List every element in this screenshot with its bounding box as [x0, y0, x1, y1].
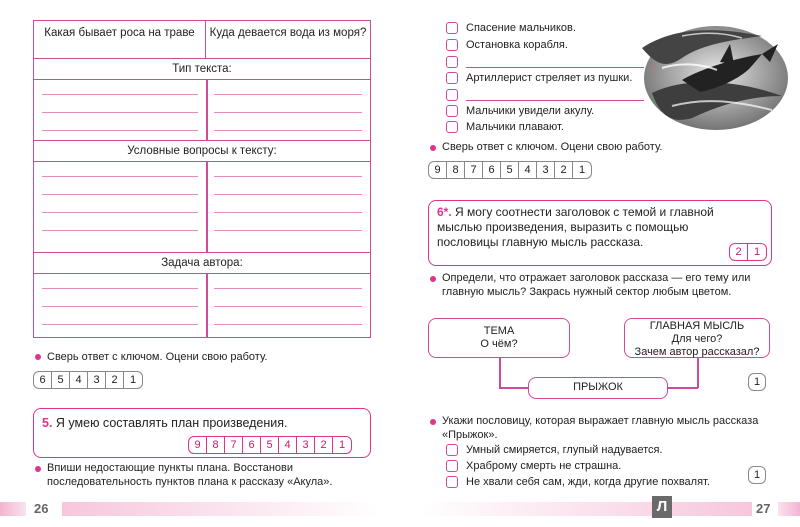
proverb-checkbox[interactable]	[446, 444, 458, 456]
score-cell[interactable]: 2	[106, 372, 124, 388]
table-section-author-task	[34, 253, 370, 337]
score-cell[interactable]: 3	[297, 437, 315, 453]
plan-item-checkbox[interactable]	[446, 72, 458, 84]
plan-item-checkbox[interactable]	[446, 22, 458, 34]
writing-line[interactable]	[42, 230, 198, 231]
task5-description: Я умею составлять план произведения.	[55, 416, 288, 430]
score-cell[interactable]: 2	[315, 437, 333, 453]
column-divider	[206, 274, 208, 337]
plan-item: Мальчики увидели акулу.	[466, 105, 595, 117]
plan-item-checkbox[interactable]	[446, 39, 458, 51]
score-cell[interactable]: 6	[243, 437, 261, 453]
page-strip	[420, 502, 752, 516]
table-section-questions	[34, 141, 370, 253]
plan-item-checkbox[interactable]	[446, 121, 458, 133]
analysis-table	[33, 20, 371, 338]
score-cell[interactable]: 3	[88, 372, 106, 388]
connector-line	[697, 358, 699, 388]
task5-text	[42, 415, 288, 431]
bullet-icon	[35, 354, 41, 360]
theme-question: О чём?	[480, 338, 518, 350]
task6-box	[428, 200, 772, 266]
plan-instruction: Впиши недостающие пункты плана. Восстанови последовательность пунктов плана к рассказу «Акула».	[47, 462, 333, 488]
self-score-scale[interactable]	[428, 161, 592, 179]
table-section-text-type	[34, 59, 370, 141]
score-cell[interactable]: 2	[555, 162, 573, 178]
score-cell[interactable]: 8	[447, 162, 465, 178]
proverb-score-box[interactable]: 1	[748, 466, 766, 484]
score-cell[interactable]: 9	[429, 162, 447, 178]
bullet-icon	[35, 466, 41, 472]
task5-score-scale[interactable]	[188, 436, 352, 454]
score-cell[interactable]: 1	[578, 164, 586, 176]
bullet-icon	[430, 145, 436, 151]
section-title-author-task: Задача автора:	[161, 257, 243, 269]
theme-sector[interactable]	[428, 318, 570, 358]
proverb-option: Не хвали себя сам, жди, когда другие похвалят.	[466, 476, 710, 488]
task6-score-scale[interactable]	[729, 243, 767, 261]
writing-line[interactable]	[214, 94, 362, 95]
story-title-box: ПРЫЖОК	[528, 377, 668, 399]
table-col1-header: Какая бывает роса на траве	[34, 21, 206, 59]
score-cell[interactable]: 6	[34, 372, 52, 388]
task5-label: 5.	[42, 416, 53, 430]
writing-line[interactable]	[42, 288, 198, 289]
writing-line[interactable]	[214, 230, 362, 231]
writing-line[interactable]	[214, 288, 362, 289]
plan-item: Артиллерист стреляет из пушки.	[466, 72, 633, 84]
score-cell[interactable]: 5	[261, 437, 279, 453]
task6-description: Я могу соотнести заголовок с темой и главной мыслью произведения, выразить с помощью пословицы главную мысль рассказа.	[437, 205, 714, 249]
table-col2-header: Куда девается вода из моря?	[209, 27, 367, 39]
score-cell[interactable]: 8	[207, 437, 225, 453]
column-divider	[206, 162, 208, 252]
task6-text	[437, 205, 729, 250]
check-instruction: Сверь ответ с ключом. Оцени свою работу.	[47, 351, 268, 363]
writing-line[interactable]	[42, 94, 198, 95]
column-divider	[206, 80, 208, 140]
score-cell[interactable]: 5	[501, 162, 519, 178]
bullet-icon	[430, 276, 436, 282]
proverb-checkbox[interactable]	[446, 460, 458, 472]
right-page	[400, 0, 800, 527]
score-cell[interactable]: 9	[189, 437, 207, 453]
check-instruction: Сверь ответ с ключом. Оцени свою работу.	[442, 141, 663, 153]
idea-title: ГЛАВНАЯ МЫСЛЬ	[649, 320, 745, 332]
main-idea-sector[interactable]	[624, 318, 770, 358]
writing-line[interactable]	[214, 324, 362, 325]
proverb-option: Храброму смерть не страшна.	[466, 460, 622, 472]
writing-line[interactable]	[214, 212, 362, 213]
plan-item: Спасение мальчиков.	[466, 22, 576, 34]
score-cell[interactable]: 4	[70, 372, 88, 388]
section-title-questions: Условные вопросы к тексту:	[127, 145, 277, 157]
score-cell[interactable]: 2	[730, 244, 748, 260]
score-cell[interactable]: 1	[753, 246, 761, 258]
plan-item-checkbox[interactable]	[446, 89, 458, 101]
score-cell[interactable]: 4	[519, 162, 537, 178]
score-cell[interactable]: 6	[483, 162, 501, 178]
plan-item-blank-line[interactable]	[466, 100, 644, 101]
shark-illustration	[622, 18, 788, 133]
self-score-scale[interactable]	[33, 371, 143, 389]
section-title-text-type: Тип текста:	[172, 63, 232, 75]
proverb-option: Умный смиряется, глупый надувается.	[466, 444, 663, 456]
bullet-icon	[430, 419, 436, 425]
plan-item-blank-line[interactable]	[466, 67, 644, 68]
page-strip	[778, 502, 800, 516]
connector-line	[499, 358, 501, 388]
score-cell[interactable]: 5	[52, 372, 70, 388]
connector-line	[499, 387, 529, 389]
score-cell[interactable]: 7	[465, 162, 483, 178]
diagram-score-box[interactable]: 1	[748, 373, 766, 391]
connector-line	[668, 387, 698, 389]
task5-box	[33, 408, 371, 458]
writing-line[interactable]	[42, 194, 198, 195]
writing-line[interactable]	[214, 130, 362, 131]
score-cell[interactable]: 1	[129, 374, 137, 386]
proverb-checkbox[interactable]	[446, 476, 458, 488]
publisher-logo: Л	[652, 496, 672, 518]
writing-line[interactable]	[214, 112, 362, 113]
section-body	[34, 273, 370, 337]
score-cell[interactable]: 3	[537, 162, 555, 178]
section-body	[34, 161, 370, 252]
task6-label: 6*.	[437, 205, 452, 219]
table-header	[34, 21, 370, 59]
writing-line[interactable]	[42, 324, 198, 325]
score-cell[interactable]: 1	[338, 439, 346, 451]
title-instruction: Определи, что отражает заголовок рассказа — его тему или главную мысль? Закрась нужный сектор любым цветом.	[442, 272, 751, 298]
plan-item: Мальчики плавают.	[466, 121, 564, 133]
page-number-right: 27	[756, 501, 771, 516]
writing-line[interactable]	[214, 194, 362, 195]
theme-title: ТЕМА	[483, 325, 515, 337]
plan-item-checkbox[interactable]	[446, 56, 458, 68]
page-number-left: 26	[34, 501, 49, 516]
page-strip	[62, 502, 380, 516]
writing-line[interactable]	[42, 112, 198, 113]
writing-line[interactable]	[42, 176, 198, 177]
score-cell[interactable]: 7	[225, 437, 243, 453]
score-cell[interactable]: 4	[279, 437, 297, 453]
writing-line[interactable]	[42, 212, 198, 213]
writing-line[interactable]	[42, 130, 198, 131]
section-body	[34, 79, 370, 140]
writing-line[interactable]	[214, 176, 362, 177]
writing-line[interactable]	[214, 306, 362, 307]
idea-question-1: Для чего?	[671, 333, 723, 345]
plan-item-checkbox[interactable]	[446, 105, 458, 117]
idea-question-2: Зачем автор рассказал?	[634, 346, 760, 358]
proverb-instruction: Укажи пословицу, которая выражает главную мысль рассказа «Прыжок».	[442, 415, 759, 441]
writing-line[interactable]	[42, 306, 198, 307]
plan-item: Остановка корабля.	[466, 39, 568, 51]
page-strip	[0, 502, 26, 516]
